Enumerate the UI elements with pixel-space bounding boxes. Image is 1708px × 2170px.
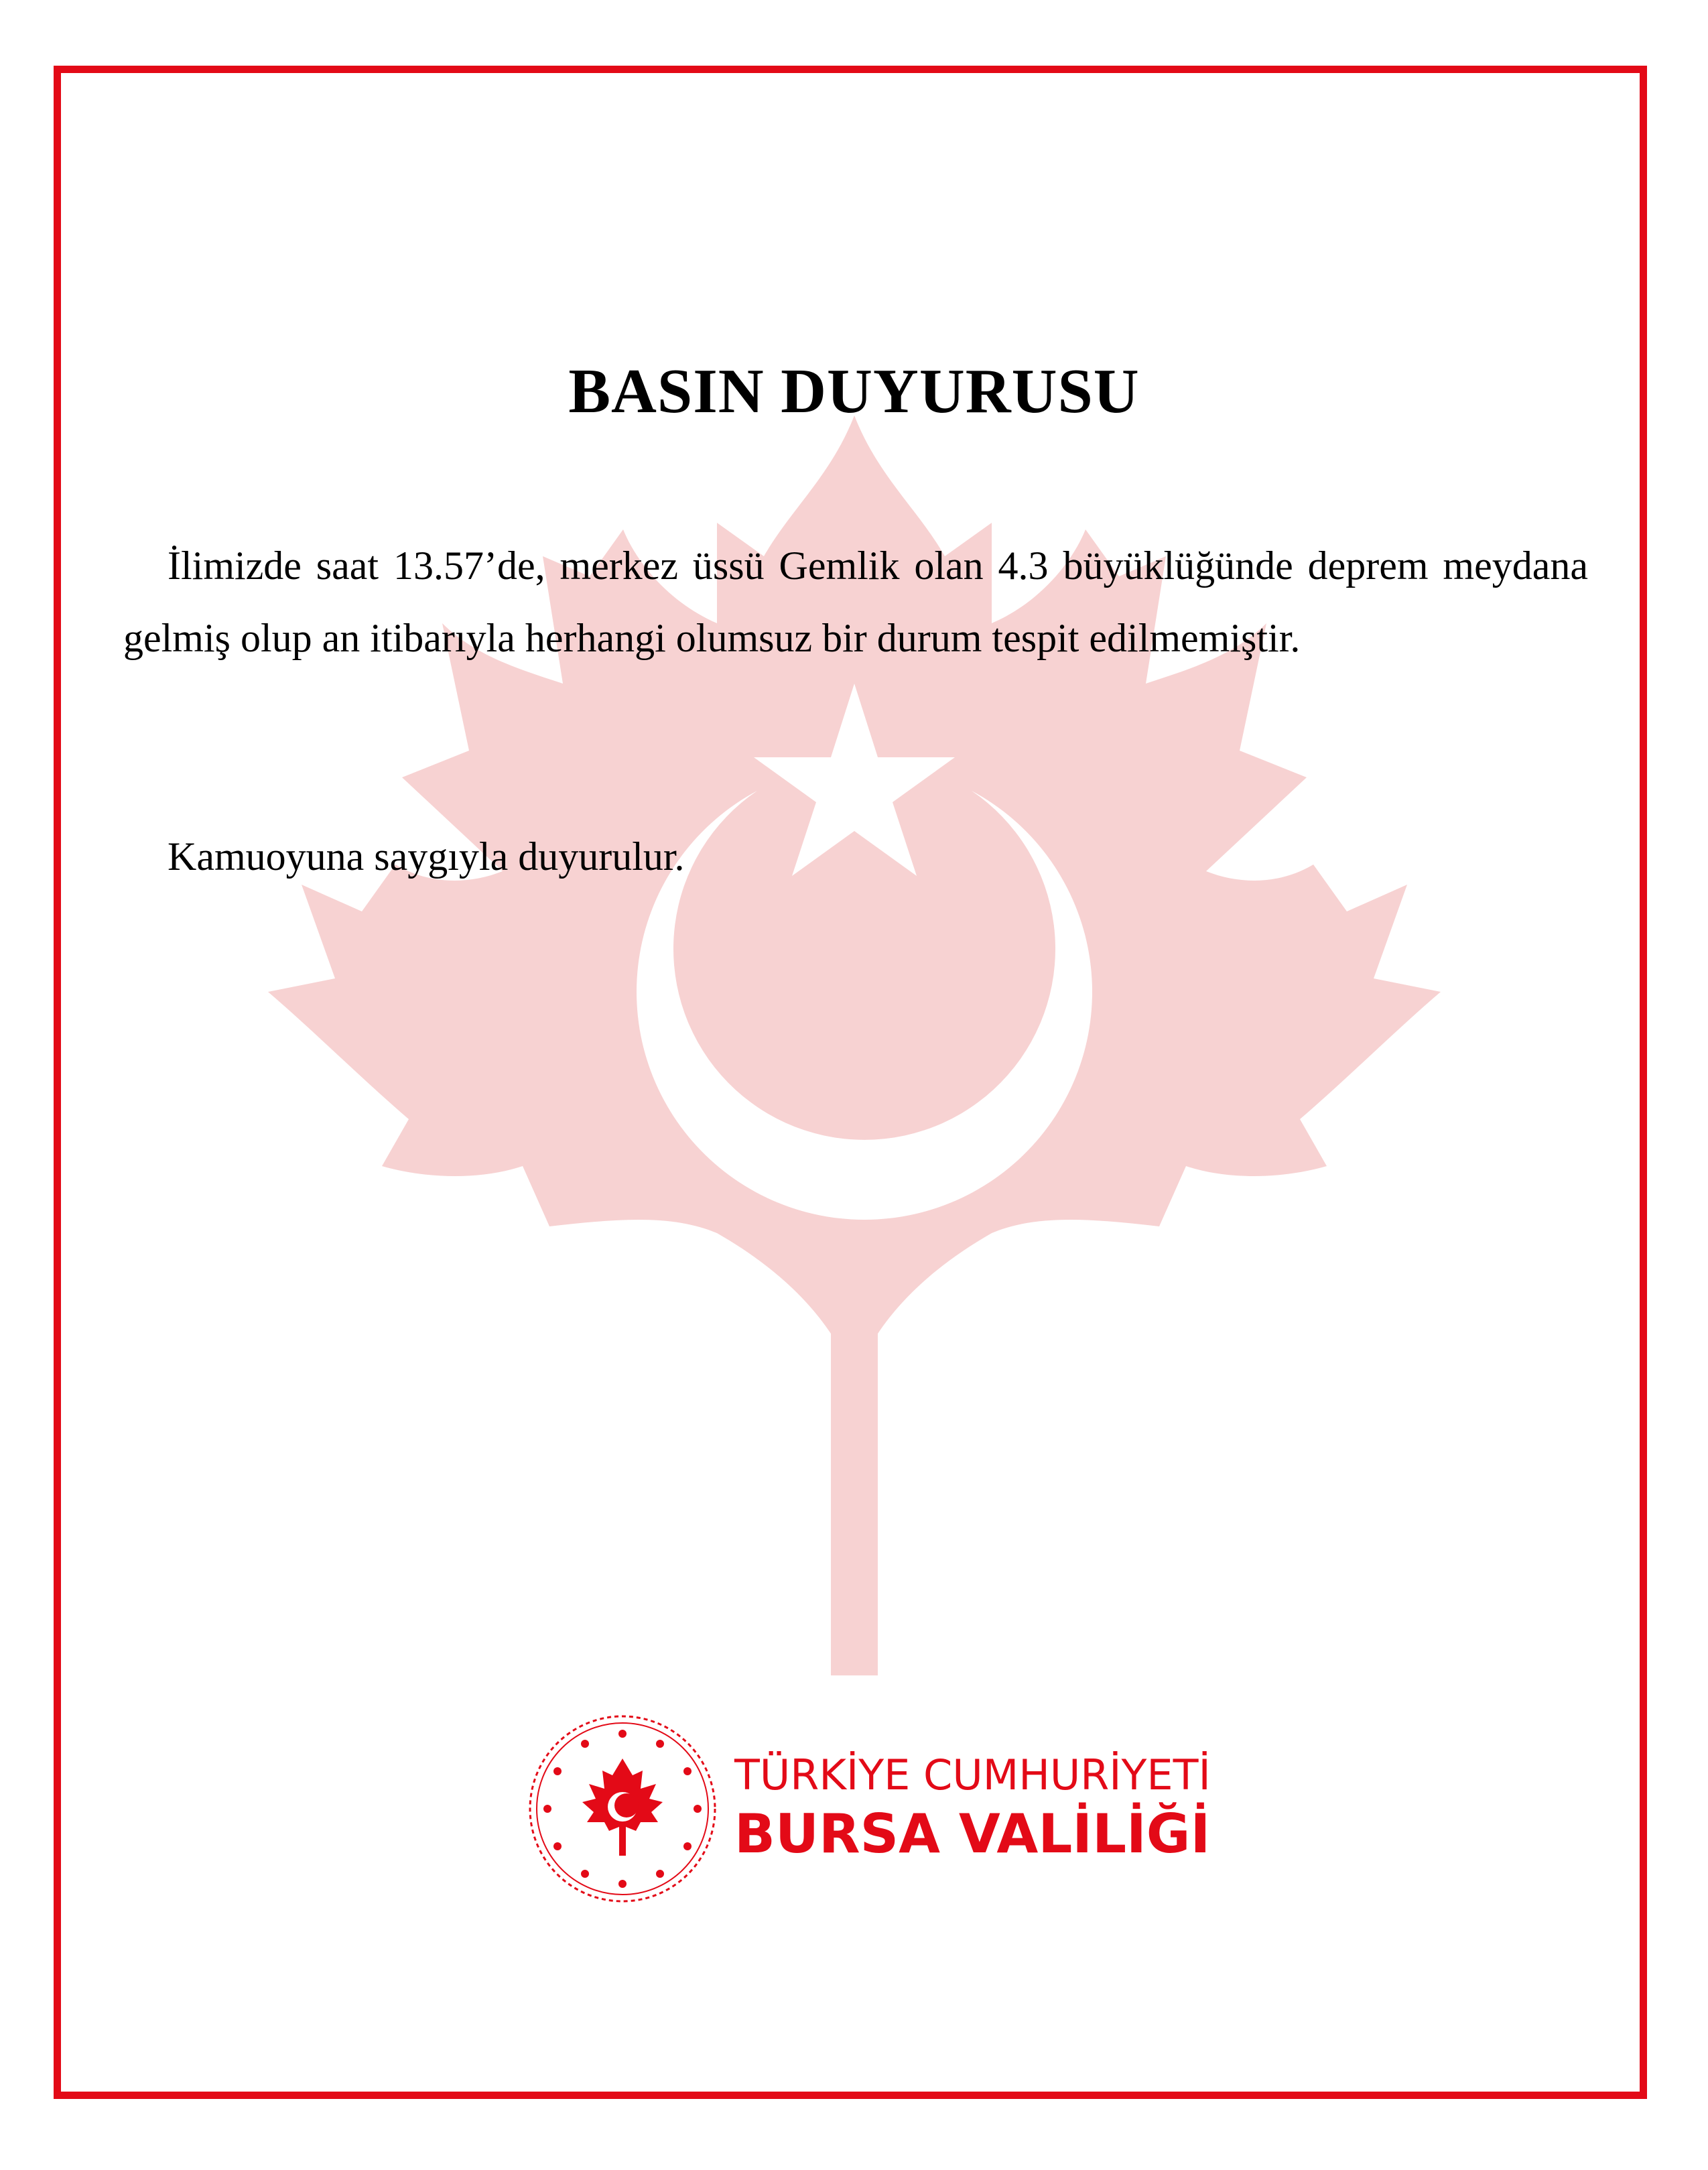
announcement-paragraph: İlimizde saat 13.57’de, merkez üssü Gemlik olan 4.3 büyüklüğünde deprem meydana gelmiş olup an itibarıyla herhangi olumsuz bir durum tespit edilmemiştir. [123, 544, 1588, 660]
org-name-line1: TÜRKİYE CUMHURİYETİ [734, 1750, 1211, 1799]
closing-paragraph: Kamuoyuna saygıyla duyurulur. [168, 834, 685, 879]
governorship-emblem-icon [525, 1712, 720, 1906]
document-title: BASIN DUYURUSU [568, 357, 1140, 426]
org-name-line2: BURSA VALİLİĞİ [734, 1803, 1211, 1865]
